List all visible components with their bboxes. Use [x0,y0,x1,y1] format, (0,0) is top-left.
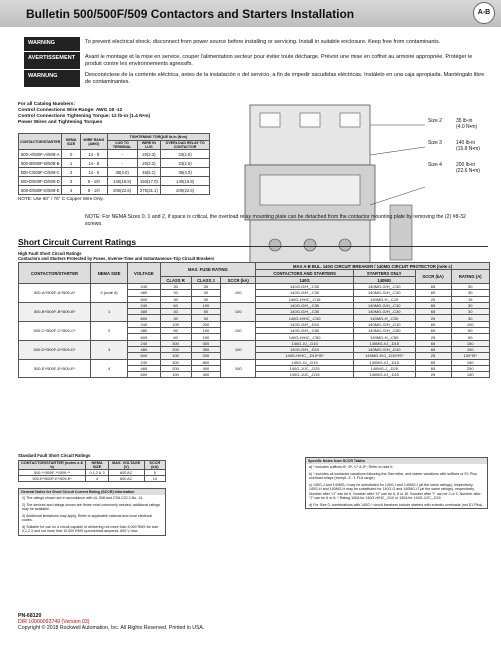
table-cell: 30 [160,309,191,315]
table-cell: 500-E/500F-E/509-E [19,186,62,195]
size-item [428,140,496,152]
size-value [456,162,496,174]
nema-note: NOTE: For NEMA Sizes 0, 1 and 2, if space is critical, the overload relay mounting plate can be detached from the contactor mounting plate by removing the (2) #8-32 screws. [85,214,466,227]
table-cell: 100 [221,321,256,340]
size-value [456,140,496,152]
note-item: 3) Additional limitations may apply. Refer to applicable national and local electrical codes. [22,513,152,522]
table-cell: 14 - 8 [80,159,107,168]
table-cell: 400 [191,372,221,378]
table-cell: 200 [160,346,191,352]
table-cell: 1 [91,302,128,321]
table-cell: 140MG-G/H_-C30 [354,290,415,296]
size-item [428,162,496,174]
table-cell: 480 [128,365,161,371]
table-cell: 100 [160,321,191,327]
catalog-info [18,102,150,126]
table-cell: 500-A/500F-A/509-A [19,150,62,159]
col-header: TIGHTENING TORQUE lb-in (N•m) [107,134,209,141]
table-cell: 600 [128,334,161,340]
general-notes-title: General Notes for Short Circuit Current Rating (SCCR) Information [19,489,165,495]
table-row [19,476,166,482]
table-cell: 300 [191,340,221,346]
table-cell: 4 [62,186,81,195]
table-cell: 500-E*/500F-E*/509-E* [19,476,86,482]
sccr-body [19,284,490,378]
table-cell: 140G-G/H_-C50 [256,328,354,334]
table-cell: 200(22.6) [107,186,137,195]
table-cell: 30 [160,290,191,296]
warning-row-en [24,37,494,51]
table-cell: 5 [144,470,165,476]
part-number: PN-68120 [18,613,42,619]
col-header: SCCR (kA) [144,461,165,470]
col-header: MAX A-B BUL. 140G CIRCUIT BREAKER / 140MG CIRCUIT PROTECTOR (note c) [256,263,490,270]
table-cell: 600 [128,296,161,302]
table-cell: 140MG-I/J_-D15 [354,372,415,378]
table-row [19,177,210,186]
table-cell: 250 [451,365,489,371]
table-cell: 30 [451,284,489,290]
note-item: c) 140G-J and 140MG-J may be substituted for 140G-I and 140MG-I (at the same ratings), respectively. 140G-H and 140MG-H may be substituted for 140G-G and 140MG-G (at the same ratings), respectively. Number after "G" can be 6. Number after "H" can be 6, 8 or 10. Number after "I" can be 2 or 3. Number after "J" can be 6 or 8. * Rating 100A for 140G-H/HC_-D10 or 150A for 140G-J/JC_-D15 [309,482,481,500]
table-cell: 65 [415,302,451,308]
table-cell: 65 [415,328,451,334]
table-cell: 60 [160,302,191,308]
table-cell: 400 [191,365,221,371]
table-cell: 140G-I/J_-D15 [256,340,354,346]
table-cell: 480 [128,309,161,315]
note-item: d) For Size 0, combinations with 140G-* circuit breakers include starters with eutectic overloads (not E1 Plus). [309,502,484,507]
footer [18,613,204,631]
table-cell: 60 [160,334,191,340]
table-cell: 140MG-I/J_-D15 [354,359,415,365]
dir-number: DIR 10000093749 (Version 03) [18,619,90,625]
table-cell: 65 [415,340,451,346]
table-cell: - [107,150,137,159]
table-cell: 150 [451,372,489,378]
table-cell: 140MG-H_-C30 [354,315,415,321]
table-cell: 30 [160,315,191,321]
table-cell: 600 AC [108,476,144,482]
table-cell: 65 [415,346,451,352]
warning-text: To prevent electrical shock, disconnect from power source before installing or servicing. Install in suitable enclosure. Keep free from contaminants. [85,39,441,45]
table-cell: 500-A*/500F-A*/509-A* [19,284,91,303]
caption-line: Contactors and Starters Protected by Fuses, Inverse-Time and Instantaneous-Trip Circuit Breakers [18,256,215,261]
table-cell: 140G-G/H_-C30 [256,309,354,315]
table-row [19,168,210,177]
table-cell: 15 [451,296,489,302]
table-cell: 500-B/500F-B/509-B [19,159,62,168]
table-cell: 500-E*/500F-E*/509-E* [19,359,91,378]
table-cell: 30 [451,290,489,296]
note-item: a) * includes suffixes A*, B*, C* & D*; Refer to note b. [309,465,394,469]
col-header: WIRE RANG (AWG) [80,134,107,150]
table-cell: 14 - 8 [80,150,107,159]
table-cell: 500-B*/500F-B*/509-B* [19,302,91,321]
warning-label: AVERTISSEMENT [24,52,80,69]
table-cell: 200 [191,321,221,327]
table-cell: 600 [128,372,161,378]
warning-text: Avant le montage et la mise en service, couper l'alimentation secteur pour éviter toute décharge. Prévoir une mise en coffret au armoire appropriée. Protéger le produit contre les environnements agressifs. [85,54,473,67]
table-cell: 140G-H/HC_-C50 [256,334,354,340]
size-label: Size 4 [428,162,442,168]
note-item: 1) The ratings shown are in accordance with UL 508 and CSA C22.2 No. 14. [22,496,144,500]
table-cell: 140MG-J_-D25 [354,365,415,371]
size-value [456,118,496,130]
col-header: VOLTAGE [128,263,161,284]
table-cell: 2 [91,321,128,340]
table-cell: 8 - 1/0 [80,186,107,195]
col-header: LUG TO TERMINAL [107,141,137,150]
col-header: CONTACTOR/STARTER [19,134,62,150]
table-cell: 1 [62,159,81,168]
table-cell: 500-C*/500F-C*/509-C* [19,321,91,340]
table-cell: 23(2.6) [161,159,210,168]
table-cell: 65 [415,290,451,296]
table-cell: 140MG-G/H_-C50 [354,328,415,334]
table-cell: 140G-H/HC_-C30 [256,315,354,321]
warning-label: WARNING [24,37,80,51]
note-item: 2) The devices and ratings shown are those most commonly needed; additional ratings may be available. [22,502,160,511]
table-cell: 140G-H/HC_-C15 [256,296,354,302]
table-cell: 350 [191,346,221,352]
allen-bradley-logo: A-B [473,2,495,24]
table-cell: 800 [191,359,221,365]
specific-notes-title: Specific Notes from SCCR Tables [306,458,487,464]
table-cell: 140G-G/H_-C30 [256,284,354,290]
table-cell: 25 [415,353,451,359]
table-cell: 140MG-H/J_-D10*IS* [354,353,415,359]
col-header: CONTACTORS AND STARTERS [256,270,354,277]
table-cell: 150(17.0) [137,177,161,186]
table-cell: 100 [221,302,256,321]
table-cell: 3 [62,177,81,186]
catalog-line: Power Wires and Tightening Torques [18,120,103,125]
col-header: SCCR (kA) [415,270,451,284]
table-cell: 65 [415,309,451,315]
table-cell: 240 [128,321,161,327]
warning-row-es [24,70,494,87]
table-cell: 65 [415,359,451,365]
table-cell: 23(2.6) [161,150,210,159]
catalog-line: Control Connections Wire Range: AWG 18 -12 [18,108,123,113]
table-row [19,159,210,168]
table-cell: 100 [191,328,221,334]
table-row [19,150,210,159]
table-cell: 140G-I/J_-D15 [256,359,354,365]
warning-block [24,37,494,88]
note-item: 4) Suitable for use on a circuit capable of delivering not more than 5,000 RMS for size 0,1,2,3 and not more that 10,000 RMS symmetrical amperes, 600 V max. [22,524,159,533]
size-torque-list [428,118,496,184]
table-cell: 4 [86,476,109,482]
table-cell: 150 [451,359,489,365]
col-header: WIRE IN LUG [137,141,161,150]
catalog-line: For all Catalog Numbers: [18,102,76,107]
size-label: Size 2 [428,118,442,124]
table-cell: 240 [128,340,161,346]
table-cell: 100 [160,353,191,359]
section-title: Short Circuit Current Ratings [18,237,137,247]
copper-note: NOTE: Use 60° / 75° C Copper Wire Only. [18,196,104,201]
table-cell: 30 [191,284,221,290]
torque-body [19,150,210,195]
table-cell: 240 [128,284,161,290]
col-header: 140G [256,277,354,284]
size-torque: 200 lb-in [456,162,476,168]
table-cell: 50 [451,334,489,340]
table-cell: 200(22.6) [161,186,210,195]
size-torque: 140 lb-in [456,140,476,146]
table-cell: 600 AC [108,470,144,476]
table-cell: 140MG-G/H_-C30 [354,284,415,290]
table-cell: 25 [415,372,451,378]
table-cell: 100 [451,321,489,327]
standard-fault-table [18,460,166,482]
table-cell: 2 [62,168,81,177]
table-cell: 30 [160,284,191,290]
table-cell: 0,1,2 & 3 [86,470,109,476]
table-cell: 65 [415,284,451,290]
note-item: b) * includes all contactor variations following the Size letter, and starter variations with suffixes or E1 Plus overload relays (except -Z - 1 FLA range). [309,471,477,480]
table-cell: 65 [415,365,451,371]
table-cell: 140(15.8) [161,177,210,186]
table-cell: 500-D/500F-D/509-D [19,177,62,186]
table-cell: 140G-J/JC_-D15 [256,372,354,378]
table-cell: 35(4.0) [161,168,210,177]
size-torque-metric: (15.8 N•m) [456,146,480,152]
table-cell: 140MG-I/J_-D15 [354,340,415,346]
col-header: CONTACTOR/STARTER (notes a & b) [19,461,86,470]
table-cell: 30 [160,296,191,302]
table-cell: 50 [191,315,221,321]
table-cell: 140G-G/H_-C30 [256,302,354,308]
col-header: CLASS J [191,277,221,284]
table-cell: 480 [128,290,161,296]
table-cell: 10 [144,476,165,482]
high-fault-caption [18,251,214,261]
table-cell: 8 - 1/0 [80,177,107,186]
document-title: Bulletin 500/500F/509 Contactors and Starters Installation [26,7,355,21]
table-cell: 100 [191,302,221,308]
size-torque: 35 lb-in [456,118,473,124]
table-cell: 25 [415,296,451,302]
table-cell: 140MG-H_-C15 [354,296,415,302]
warning-row-fr [24,52,494,69]
warning-text: Desconéctese de la corriente eléctrica, antes de la instalación o del servicio, a fin de impedir sacudidas eléctricas. Instálelo en una caja apropiada. Manténgalo libre de contaminantes. [85,72,485,85]
standard-fault-caption: Standard Fault Short Circuit Ratings [18,453,91,458]
table-cell: 30 [451,309,489,315]
col-header: NEMA SIZE [91,263,128,284]
general-notes [18,488,166,536]
col-header: STARTERS ONLY [354,270,415,277]
table-cell: 30 [191,290,221,296]
table-cell: 50 [191,309,221,315]
table-cell: 60 [160,328,191,334]
col-header: SCCR (kA) [221,277,256,284]
col-header: CONTACTOR/STARTER [19,263,91,284]
col-header: OVERLOAD RELAY TO CONTACTOR [161,141,210,150]
table-cell: 500-D*/500F-D*/509-D* [19,340,91,359]
table-cell: 30 [451,315,489,321]
table-cell: 140MG-G/H_-D10 [354,346,415,352]
table-cell: 35(4.0) [107,168,137,177]
table-cell: 25 [415,334,451,340]
table-cell: 200 [160,365,191,371]
table-cell: 100 [160,372,191,378]
table-cell: 100*IS* [451,353,489,359]
col-header: 140MG [354,277,415,284]
table-cell: 14 - 6 [80,168,107,177]
table-cell: 30 [191,296,221,302]
table-cell: 240 [128,302,161,308]
table-cell: 140G-G/H_-C30 [256,290,354,296]
table-cell: 20(2.3) [137,150,161,159]
table-cell: 600 [128,315,161,321]
table-cell: 500-**/500F-**/509-** [19,470,86,476]
col-header: RATING (A) [451,270,489,284]
size-label: Size 3 [428,140,442,146]
table-cell: 100 [191,334,221,340]
table-cell: 20(2.3) [137,159,161,168]
table-cell: 25 [415,315,451,321]
table-cell: 500-C/500F-C/509-C [19,168,62,177]
table-cell: 600 [128,353,161,359]
table-cell: 275(31.1) [137,186,161,195]
torque-table [18,133,210,195]
table-row [19,186,210,195]
table-cell: 140G-H/HC_-D10*IS* [256,353,354,359]
catalog-line: Control Connections Tightening Torque: 12 lb-in (1.4 N•m) [18,114,151,119]
table-cell: 150 [451,340,489,346]
caption-line: High Fault Short Circuit Ratings [18,251,82,256]
col-header: MAX. VOLTAGE (V) [108,461,144,470]
table-cell: 140G-G/H_-D10 [256,321,354,327]
col-header: CLASS R [160,277,191,284]
col-header: NEMA SIZE [62,134,81,150]
table-cell: 30 [451,302,489,308]
standard-fault-body [19,470,166,482]
table-cell: 140(15.8) [107,177,137,186]
col-header: MAX. FUSE RATING [160,263,255,277]
table-cell: 100 [221,284,256,303]
table-cell: 0 [62,150,81,159]
table-cell: 65 [415,321,451,327]
section-rule [18,246,488,247]
table-cell: 4 [91,359,128,378]
title-bar [0,0,501,27]
table-cell: 480 [128,328,161,334]
starter-illustration [220,95,425,285]
size-torque-metric: (22.6 N•m) [456,168,480,174]
table-cell: - [107,159,137,168]
table-cell: 100 [221,359,256,378]
table-cell: 300 [160,359,191,365]
size-torque-metric: (4.0 N•m) [456,124,478,130]
table-cell: 140G-G/H_-D10 [256,346,354,352]
table-cell: 0 (note d) [91,284,128,303]
table-cell: 300 [160,340,191,346]
table-cell: 3 [91,340,128,359]
table-cell: 200 [191,353,221,359]
table-cell: 140MG-G/H_-C30 [354,302,415,308]
table-cell: 45(5.1) [137,168,161,177]
table-cell: 480 [128,346,161,352]
warning-label: WARNUNG [24,70,80,87]
specific-notes [305,457,488,509]
table-cell: 140MG-H_-C50 [354,334,415,340]
copyright: Copyright © 2018 Rockwell Automation, Inc. All Rights Reserved. Printed in USA. [18,625,205,631]
table-cell: 100 [221,340,256,359]
size-item [428,118,496,130]
table-cell: 100 [451,346,489,352]
sccr-table [18,262,490,378]
table-cell: 140MG-G/H_-D10 [354,321,415,327]
table-cell: 50 [451,328,489,334]
table-cell: 140MG-G/H_-C30 [354,309,415,315]
table-cell: 140G-J/JC_-D25 [256,365,354,371]
table-cell: 240 [128,359,161,365]
col-header: NEMA SIZE [86,461,109,470]
